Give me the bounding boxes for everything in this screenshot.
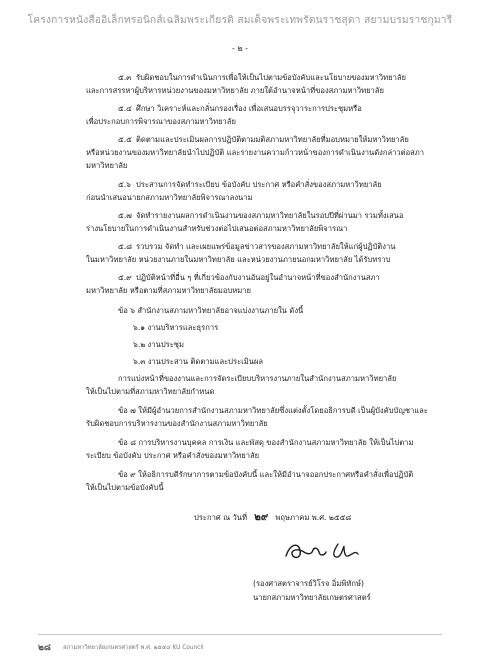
item-5-6-number: ๕.๖	[118, 180, 131, 189]
item-5-4-number: ๕.๔	[118, 104, 132, 113]
item-5-7-number: ๕.๗	[118, 211, 132, 220]
item-5-6-line2: ก่อนนำเสนอนายกสภามหาวิทยาลัยพิจารณาลงนาม	[86, 193, 253, 202]
banner-header: โครงการหนังสืออิเล็กทรอนิกส์เฉลิมพระเกียรติ สมเด็จพระเทพรัตนราชสุดา สยามบรมราชกุมารี	[27, 15, 453, 26]
item-5-3-line2: และการสรรหาผู้บริหารหน่วยงานของมหาวิทยาลัย ภายใต้อำนาจหน้าที่ของสภามหาวิทยาลัย	[86, 86, 384, 95]
clause-8-line2: ระเบียบ ข้อบังคับ ประกาศ หรือคำสั่งของมหาวิทยาลัย	[86, 451, 260, 460]
item-5-8-line1: รวบรวม จัดทำ และเผยแพร่ข้อมูลข่าวสารของสภามหาวิทยาลัยให้แก่ผู้ปฏิบัติงาน	[136, 242, 396, 251]
clause-6-sub-1: ๖.๑ งานบริหารและธุรการ	[133, 323, 219, 332]
item-5-6-line1: ประสานการจัดทำระเบียบ ข้อบังคับ ประกาศ หรือคำสั่งของสภามหาวิทยาลัย	[136, 180, 382, 189]
item-5-9-line2: มหาวิทยาลัย หรือตามที่สภามหาวิทยาลัยมอบหมาย	[86, 286, 252, 295]
item-5-8-line2: ในมหาวิทยาลัย หน่วยงานภายในมหาวิทยาลัย และหน่วยงานภายนอกมหาวิทยาลัย ได้รับทราบ	[86, 255, 391, 264]
clause-6-heading: ข้อ ๖ สำนักงานสภามหาวิทยาลัยอาจแบ่งงานภายใน ดังนี้	[118, 306, 304, 315]
clause-6-paragraph-line1: การแบ่งหน้าที่ของงานและการจัดระเบียบบริหารงานภายในสำนักงานสภามหาวิทยาลัย	[118, 374, 397, 383]
item-5-4-line1: ศึกษา วิเคราะห์และกลั่นกรองเรื่อง เพื่อเสนอบรรจุวาระการประชุมหรือ	[136, 104, 362, 113]
announcement-month-year: พฤษภาคม พ.ศ. ๒๕๕๘	[275, 513, 352, 522]
footer-text: สภามหาวิทยาลัยเกษตรศาสตร์ พ.ศ. ๒๕๕๘ KU Council	[63, 645, 204, 651]
clause-7-line2: รับผิดชอบการบริหารงานของสำนักงานสภามหาวิทยาลัย	[86, 419, 268, 428]
footer-divider	[38, 634, 442, 635]
item-5-7-line2: ร่างนโยบายในการดำเนินงานสำหรับช่วงต่อไปเสนอต่อสภามหาวิทยาลัยพิจารณา	[86, 224, 348, 233]
clause-6-paragraph-line2: ให้เป็นไปตามที่สภามหาวิทยาลัยกำหนด	[86, 387, 215, 396]
footer-page-number: ๒๘	[38, 643, 51, 653]
announcement-date	[194, 513, 351, 523]
item-5-5-line1: ติดตามและประเมินผลการปฏิบัติตามมติสภามหาวิทยาลัยที่มอบหมายให้มหาวิทยาลัย	[136, 135, 409, 144]
clause-7-line1: ข้อ ๗ ให้มีผู้อำนวยการสำนักงานสภามหาวิทยาลัยซึ่งแต่งตั้งโดยอธิการบดี เป็นผู้บังคับบัญชาและ	[118, 406, 428, 415]
announcement-prefix: ประกาศ ณ วันที่	[194, 513, 247, 522]
clause-6-sub-2: ๖.๒ งานประชุม	[133, 340, 184, 349]
item-5-9-number: ๕.๙	[118, 273, 132, 282]
signatory-title: นายกสภามหาวิทยาลัยเกษตรศาสตร์	[253, 593, 371, 602]
clause-9-line1: ข้อ ๙ ให้อธิการบดีรักษาการตามข้อบังคับนี้ และให้มีอำนาจออกประกาศหรือคำสั่งเพื่อปฏิบัติ	[118, 470, 414, 479]
item-5-5-line3: มหาวิทยาลัย	[86, 161, 128, 170]
item-5-5-line2: หรือหน่วยงานของมหาวิทยาลัยนำไปปฏิบัติ และรายงานความก้าวหน้าของการดำเนินงานดังกล่าวต่อสภา	[86, 148, 425, 157]
signatory-name: (รองศาสตราจารย์วิโรจ อิ่มพิทักษ์)	[253, 579, 364, 588]
item-5-8-number: ๕.๘	[118, 242, 133, 251]
announcement-day: ๒๙	[254, 512, 269, 523]
clause-8-line1: ข้อ ๘ การบริหารงานบุคคล การเงิน และพัสดุ ของสำนักงานสภามหาวิทยาลัย ให้เป็นไปตาม	[118, 438, 414, 447]
clause-9-line2: ให้เป็นไปตามข้อบังคับนี้	[86, 483, 164, 492]
page-number: - ๒ -	[231, 44, 249, 53]
item-5-9-line1: ปฏิบัติหน้าที่อื่น ๆ ที่เกี่ยวข้องกับงานอันอยู่ในอำนาจหน้าที่ของสำนักงานสภา	[136, 273, 380, 282]
item-5-3-line1: รับผิดชอบในการดำเนินการเพื่อให้เป็นไปตามข้อบังคับและนโยบายของมหาวิทยาลัย	[136, 73, 406, 82]
item-5-4-line2: เพื่อประกอบการพิจารณาของสภามหาวิทยาลัย	[86, 117, 236, 126]
handwritten-signature	[282, 536, 372, 566]
item-5-7-line1: จัดทำรายงานผลการดำเนินงานของสภามหาวิทยาลัยในรอบปีที่ผ่านมา รวมทั้งเสนอ	[136, 211, 404, 220]
item-5-5-number: ๕.๕	[118, 135, 132, 144]
clause-6-sub-3: ๖.๓ งานประสาน ติดตามและประเมินผล	[133, 357, 264, 366]
item-5-3-number: ๕.๓	[118, 73, 132, 82]
